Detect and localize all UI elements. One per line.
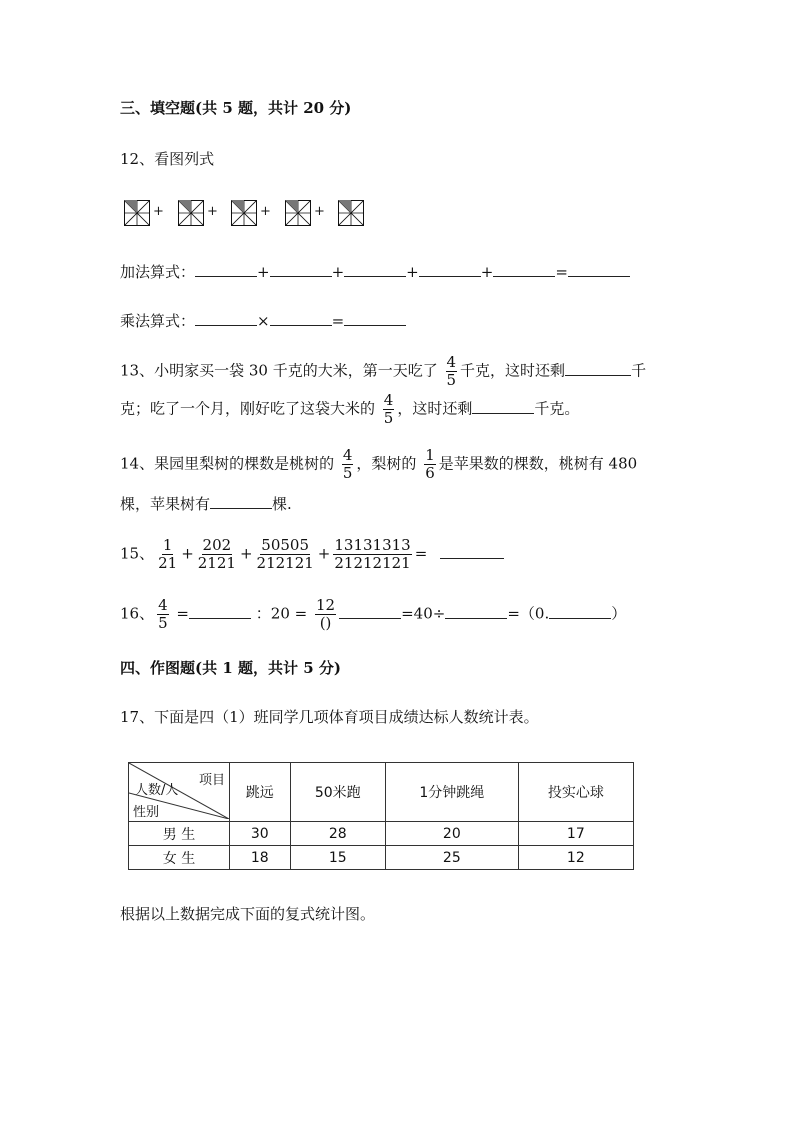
q16-text: =40÷	[401, 604, 446, 623]
fraction-numerator: 202	[202, 536, 232, 554]
q12-multiplication-line	[120, 310, 406, 331]
q14-text: 棵.	[272, 495, 292, 513]
fraction-denominator: 5	[383, 409, 394, 427]
answer-blank[interactable]	[189, 604, 251, 619]
section-3-title: 三、填空题(共 5 题，共计 20 分)	[120, 99, 352, 117]
q15-number: 15、	[120, 544, 155, 563]
plus-sign: +	[260, 204, 271, 219]
fraction	[315, 597, 336, 632]
q16-text: =（0.	[507, 604, 550, 623]
table-cell: 18	[230, 846, 291, 870]
table-header-row	[129, 763, 634, 822]
q16-text: ：20 =	[255, 604, 308, 623]
fraction-denominator: 5	[342, 464, 353, 482]
square-figure-5	[338, 200, 364, 226]
fraction-numerator: 4	[342, 446, 353, 464]
q16-number: 16、	[120, 604, 155, 623]
table-cell: 20	[385, 822, 518, 846]
fraction-denominator: 6	[425, 464, 435, 482]
fraction-numerator: 13131313	[334, 536, 411, 554]
q14-line-1	[120, 447, 637, 482]
q13-text: 克；吃了一个月，刚好吃了这袋大米的	[120, 399, 376, 418]
equals-sign: =	[555, 263, 568, 281]
fraction-numerator: 1	[425, 446, 435, 464]
answer-blank[interactable]	[339, 604, 401, 619]
plus-sign: +	[317, 544, 331, 563]
q12-addition-line	[120, 261, 630, 282]
addition-label: 加法算式：	[120, 263, 196, 281]
fraction-denominator: ()	[319, 614, 332, 632]
table-cell: 28	[290, 822, 385, 846]
table-cell: 30	[230, 822, 291, 846]
answer-blank[interactable]	[270, 262, 332, 277]
square-figure-2	[178, 200, 204, 226]
table-row	[129, 822, 634, 846]
plus-sign: +	[153, 204, 164, 219]
fraction-denominator: 21212121	[334, 554, 411, 572]
fraction-numerator: 1	[162, 536, 173, 554]
answer-blank[interactable]	[195, 262, 257, 277]
table-cell: 25	[385, 846, 518, 870]
answer-blank[interactable]	[565, 361, 631, 376]
q16-text: ）	[611, 604, 627, 623]
q15-line	[120, 537, 504, 572]
q13-text: 13、小明家买一袋 30 千克的大米，第一天吃了	[120, 361, 438, 380]
fraction-denominator: 212121	[256, 554, 314, 572]
section-4-title: 四、作图题(共 1 题，共计 5 分)	[120, 659, 341, 677]
fraction-denominator: 5	[446, 371, 457, 389]
q14-text: ，梨树的	[356, 454, 417, 473]
q13-text: 千克。	[534, 399, 580, 418]
equals-sign: =	[414, 544, 428, 563]
fraction	[383, 392, 395, 427]
equals-sign: =	[331, 312, 345, 330]
fraction	[197, 537, 237, 572]
fraction	[342, 447, 354, 482]
answer-blank[interactable]	[568, 262, 630, 277]
table-row	[129, 846, 634, 870]
fraction-denominator: 2121	[197, 554, 236, 572]
answer-blank[interactable]	[270, 311, 332, 326]
table-cell: 15	[290, 846, 385, 870]
fraction-numerator: 4	[158, 596, 168, 614]
square-figure-3	[231, 200, 257, 226]
table-cell: 12	[518, 846, 633, 870]
q13-text: 千克，这时还剩	[460, 361, 566, 380]
plus-sign: +	[480, 263, 494, 281]
q14-text: 棵，苹果树有	[120, 495, 211, 513]
plus-sign: +	[257, 263, 270, 281]
fraction	[157, 597, 169, 632]
plus-sign: +	[239, 544, 253, 563]
answer-blank[interactable]	[344, 311, 406, 326]
plus-sign: +	[314, 204, 325, 219]
fraction	[157, 537, 178, 572]
row-label: 男 生	[129, 822, 230, 846]
fraction	[446, 354, 458, 389]
q12-title: 12、看图列式	[120, 150, 215, 168]
column-header: 50米跑	[290, 763, 385, 822]
square-figure-4	[285, 200, 311, 226]
stats-table	[128, 762, 634, 870]
plus-sign: +	[406, 263, 419, 281]
column-header: 投实心球	[518, 763, 633, 822]
fraction	[333, 537, 411, 572]
diagonal-header-cell	[129, 763, 230, 822]
fraction-denominator: 21	[158, 554, 178, 572]
answer-blank[interactable]	[419, 262, 481, 277]
header-item-label: 项目	[198, 773, 225, 788]
fraction-numerator: 12	[316, 596, 336, 614]
answer-blank[interactable]	[344, 262, 406, 277]
answer-blank[interactable]	[445, 604, 507, 619]
header-gender-label: 性别	[133, 805, 160, 820]
fraction-numerator: 4	[446, 353, 457, 371]
q16-line	[120, 597, 626, 632]
q13-line-2	[120, 392, 579, 427]
row-label: 女 生	[129, 846, 230, 870]
answer-blank[interactable]	[549, 604, 611, 619]
answer-blank[interactable]	[210, 494, 272, 509]
q17-title: 17、下面是四（1）班同学几项体育项目成绩达标人数统计表。	[120, 708, 539, 726]
answer-blank[interactable]	[472, 399, 534, 414]
fraction	[256, 537, 315, 572]
column-header: 1分钟跳绳	[385, 763, 518, 822]
header-count-label: 人数/人	[135, 783, 179, 798]
plus-sign: +	[331, 263, 345, 281]
answer-blank[interactable]	[440, 544, 504, 559]
column-header: 跳远	[230, 763, 291, 822]
fraction-numerator: 4	[383, 391, 394, 409]
q13-text: 千	[631, 361, 647, 380]
fraction-numerator: 50505	[261, 536, 310, 554]
answer-blank[interactable]	[195, 311, 257, 326]
times-sign: ×	[257, 312, 270, 330]
table-cell: 17	[518, 822, 633, 846]
q14-line-2	[120, 493, 292, 514]
fraction	[424, 447, 436, 482]
multiplication-label: 乘法算式：	[120, 312, 196, 330]
q14-text: 是苹果数的棵数，桃树有 480	[438, 454, 638, 473]
answer-blank[interactable]	[493, 262, 555, 277]
equals-sign: =	[176, 604, 189, 623]
plus-sign: +	[207, 204, 218, 219]
fraction-denominator: 5	[158, 614, 168, 632]
q14-text: 14、果园里梨树的棵数是桃树的	[120, 454, 335, 473]
q17-footer: 根据以上数据完成下面的复式统计图。	[120, 905, 376, 923]
q13-text: ，这时还剩	[397, 399, 473, 418]
q13-line-1	[120, 354, 646, 389]
square-figure-1	[124, 200, 150, 226]
plus-sign: +	[181, 544, 194, 563]
